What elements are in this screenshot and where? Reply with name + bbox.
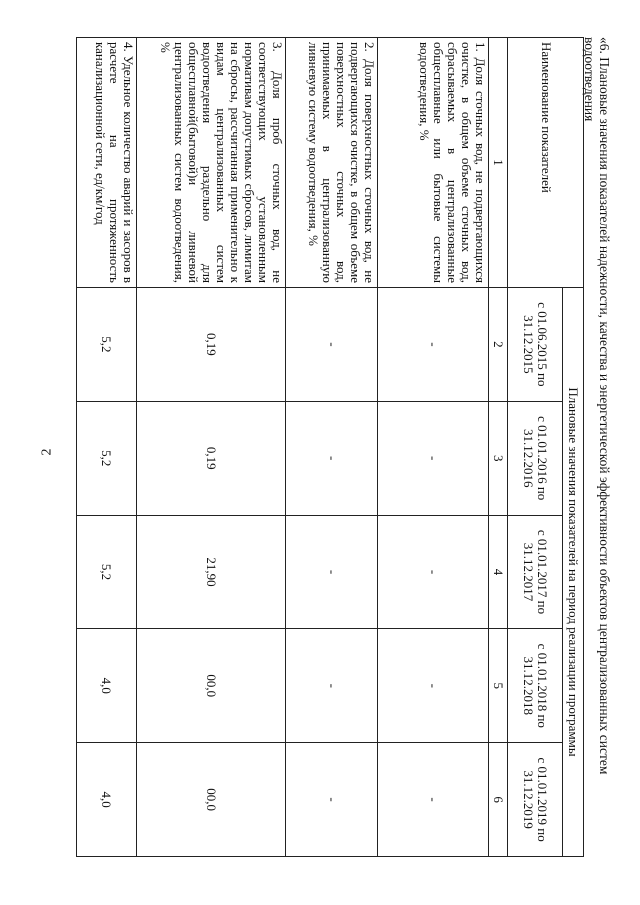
indicator-value: - <box>378 515 488 629</box>
column-number: 4 <box>488 515 508 629</box>
period-header: с 01.01.2016 по 31.12.2016 <box>508 401 563 515</box>
indicators-table <box>76 37 584 857</box>
indicator-value: - <box>378 743 488 857</box>
indicator-name: 3. Доля проб сточных вод, не соответствующих установленным нормативам допустимых сбросов, лимитам на сбросы, рассчитанная применительно к видам централизованных систем водоотведения раздельно для общесплавной(бытовой)и ливневой централизованных систем водоотведения, % <box>136 38 285 288</box>
indicator-value: 5,2 <box>77 288 137 402</box>
period-header: с 01.01.2017 по 31.12.2017 <box>508 515 563 629</box>
indicator-name: 1. Доля сточных вод, не подвергающихся очистке, в общем объеме сточных вод, сбрасываемых в централизованные общесплавные или бытовые системы водоотведения, % <box>378 38 488 288</box>
indicator-value: - <box>378 401 488 515</box>
indicator-name: 4. Удельное количество аварий и засоров в расчете на протяженность канализационной сети, ед/км/год <box>77 38 137 288</box>
indicator-value: - <box>378 288 488 402</box>
name-column-header: Наименование показателей <box>508 38 584 288</box>
indicator-value: - <box>378 629 488 743</box>
indicator-value: - <box>286 515 378 629</box>
indicator-value: - <box>286 743 378 857</box>
column-number: 1 <box>488 38 508 288</box>
indicator-value: - <box>286 401 378 515</box>
section-heading: «6. Плановые значения показателей надежности, качества и энергетической эффективности объектов централизованных систем водоотведения <box>582 37 612 775</box>
indicator-value: 0,19 <box>136 288 285 402</box>
page-number: 2 <box>39 448 55 456</box>
period-header: с 01.01.2018 по 31.12.2018 <box>508 629 563 743</box>
indicator-value: - <box>286 629 378 743</box>
period-group-header: Плановые значения показателей на период реализации программы <box>563 288 584 857</box>
indicator-name: 2. Доля поверхностных сточных вод, не подвергающихся очистке, в общем объеме поверхностных сточных вод, принимаемых в централизованную ливневую систему водоотведения, % <box>286 38 378 288</box>
indicator-value: 00,0 <box>136 629 285 743</box>
indicator-value: 4,0 <box>77 743 137 857</box>
indicator-value: 00,0 <box>136 743 285 857</box>
rotated-document-sheet <box>52 37 612 877</box>
period-header: с 01.06.2015 по 31.12.2015 <box>508 288 563 402</box>
table-row <box>378 38 488 857</box>
table-row <box>136 38 285 857</box>
table-row <box>77 38 137 857</box>
column-number: 6 <box>488 743 508 857</box>
column-number: 5 <box>488 629 508 743</box>
indicator-value: - <box>286 288 378 402</box>
indicator-value: 5,2 <box>77 515 137 629</box>
column-number: 2 <box>488 288 508 402</box>
indicator-value: 4,0 <box>77 629 137 743</box>
table-row <box>286 38 378 857</box>
indicator-value: 0,19 <box>136 401 285 515</box>
period-header: с 01.01.2019 по 31.12.2019 <box>508 743 563 857</box>
indicator-value: 21,90 <box>136 515 285 629</box>
indicator-value: 5,2 <box>77 401 137 515</box>
column-number: 3 <box>488 401 508 515</box>
